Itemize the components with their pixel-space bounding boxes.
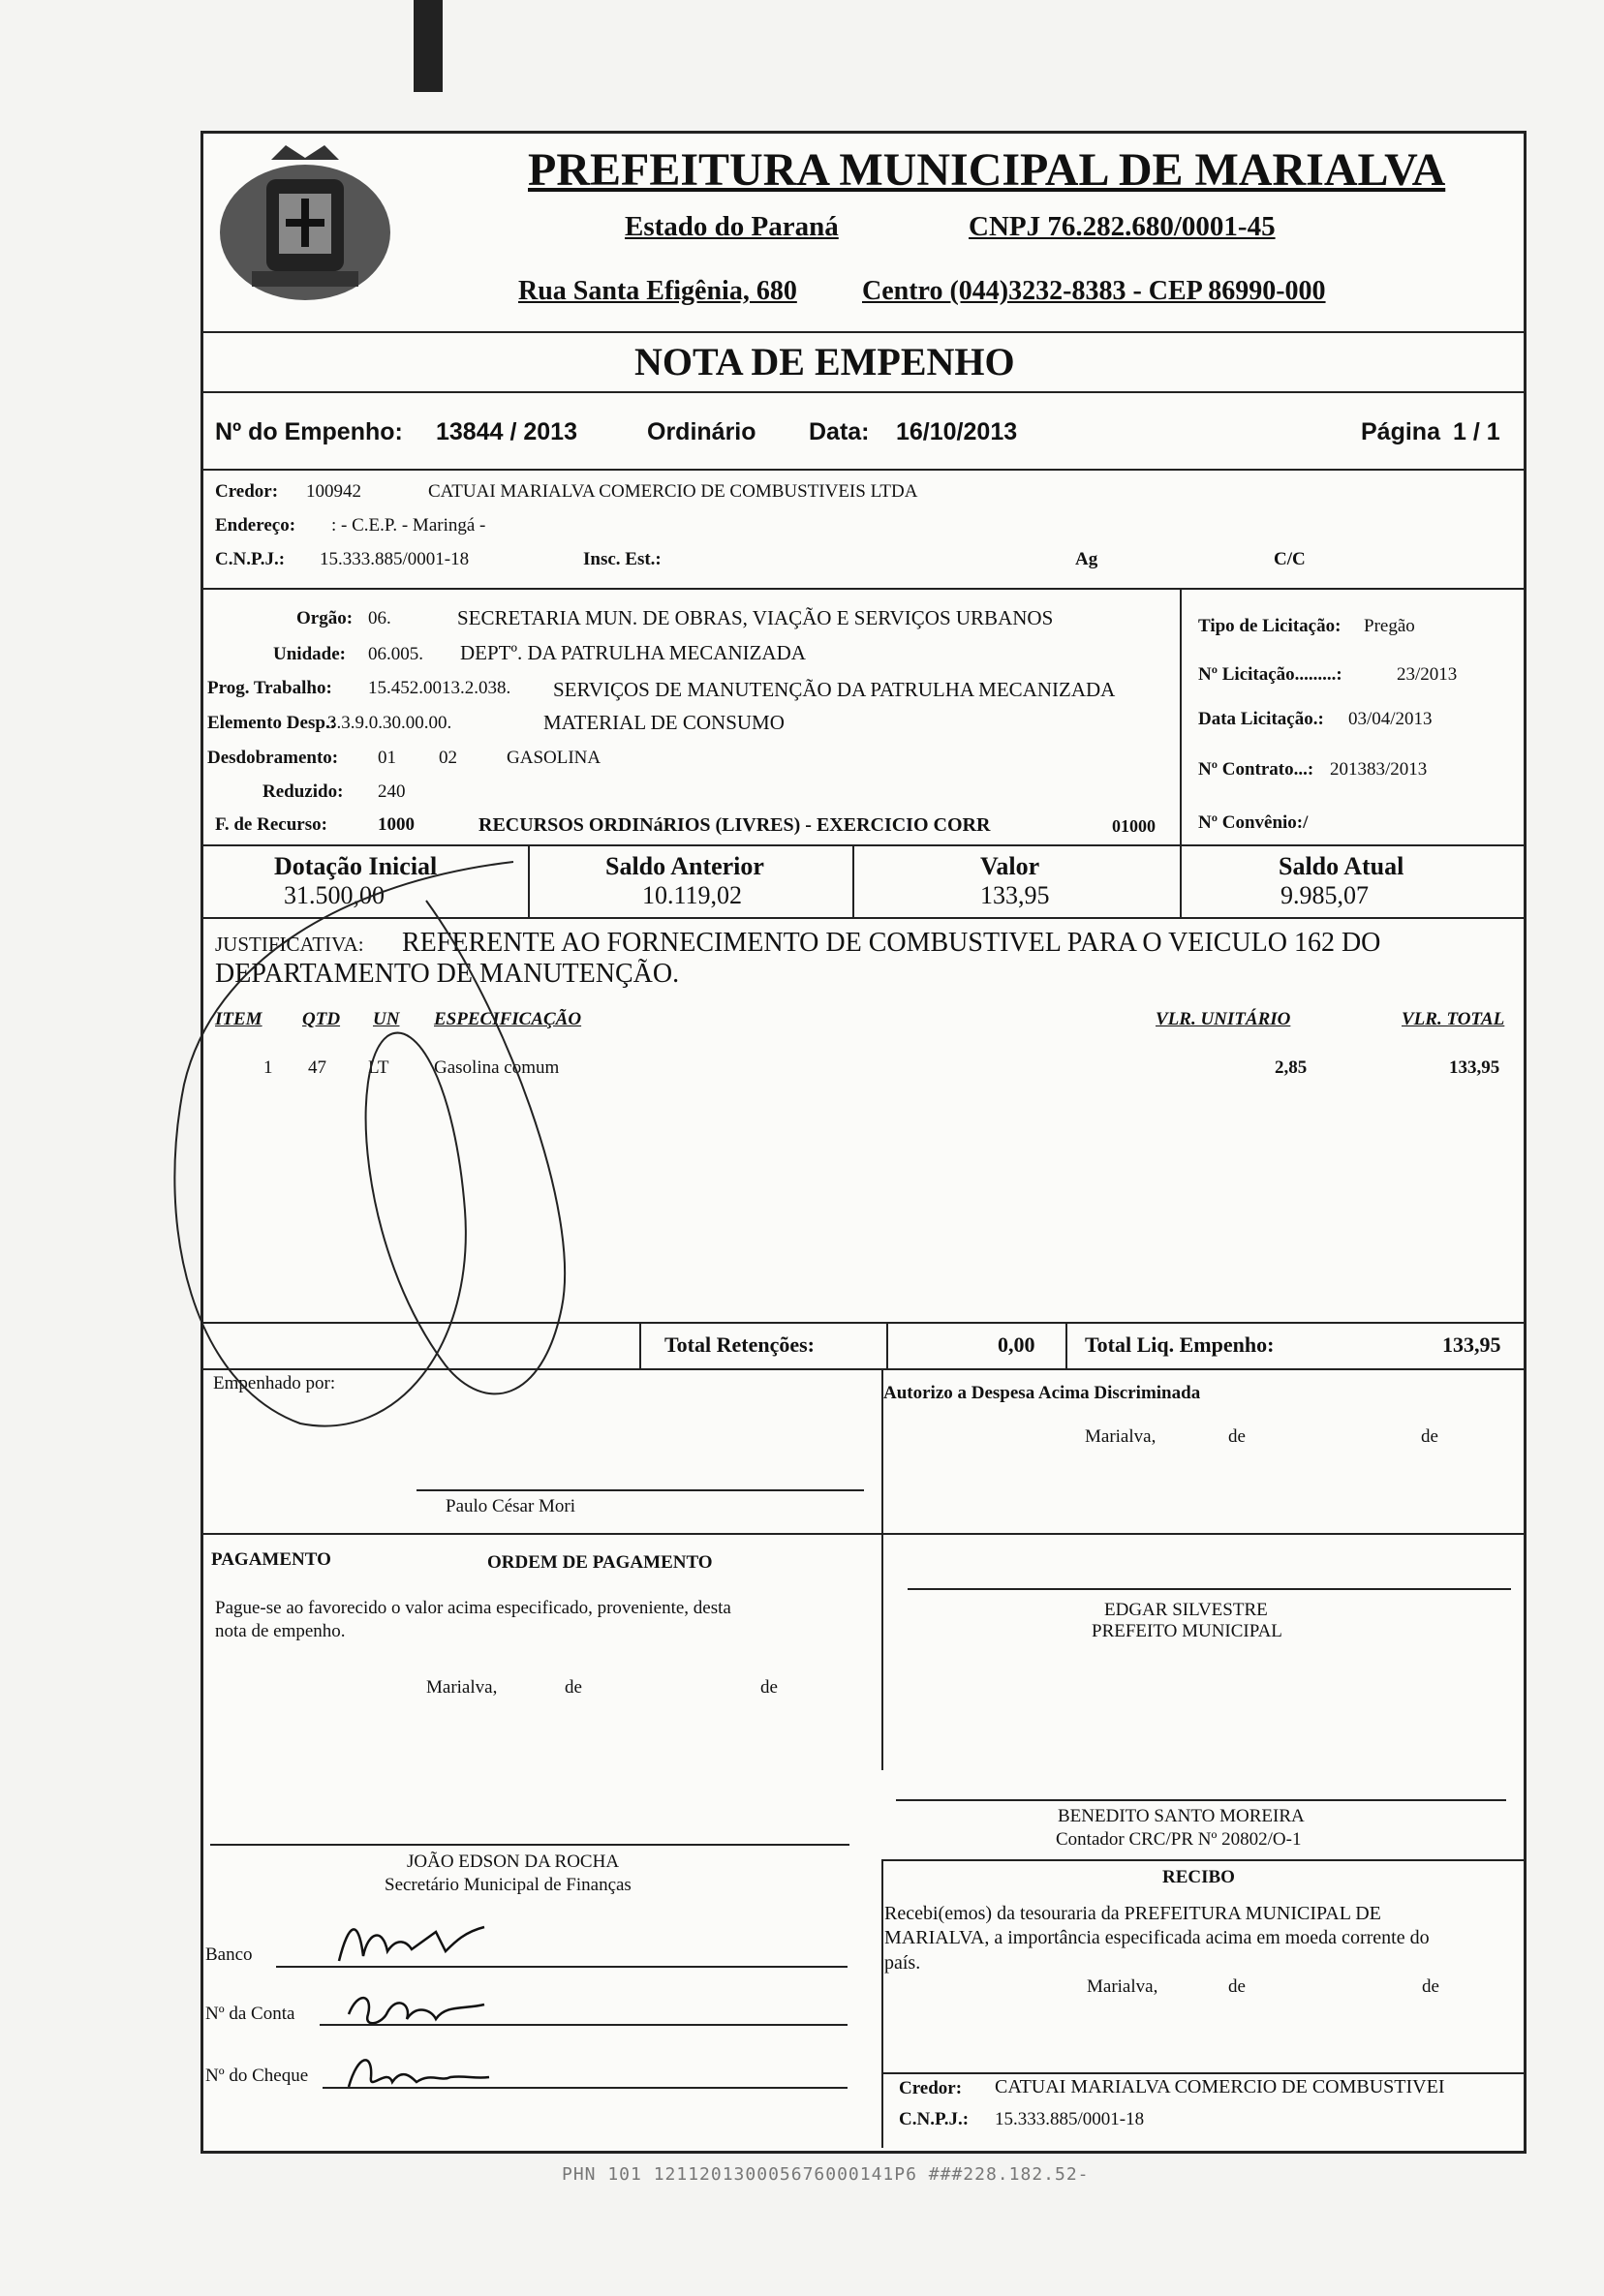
tipo-licitacao-value: Pregão <box>1364 616 1415 636</box>
col-vu: VLR. UNITÁRIO <box>1156 1009 1291 1029</box>
valor-value: 133,95 <box>980 881 1050 909</box>
col-un: UN <box>373 1009 400 1029</box>
recibo-title: RECIBO <box>1162 1867 1235 1887</box>
orgao-label: Orgão: <box>296 608 354 628</box>
contrato-value: 201383/2013 <box>1330 759 1428 780</box>
orgao-name: SECRETARIA MUN. DE OBRAS, VIAÇÃO E SERVIÇOS URBANOS <box>457 606 1054 629</box>
insc-label: Insc. Est.: <box>583 549 662 569</box>
recibo-city: Marialva, <box>1087 1976 1158 1997</box>
saldo-anterior-value: 10.119,02 <box>642 881 743 909</box>
pagamento-text1: Pague-se ao favorecido o valor acima especificado, proveniente, desta <box>215 1598 731 1618</box>
conta-label: Nº da Conta <box>205 2004 295 2024</box>
pagamento-text2: nota de empenho. <box>215 1621 346 1641</box>
footer-credor-label: Credor: <box>899 2078 963 2098</box>
orgao-code: 06. <box>368 608 391 628</box>
doc-title: NOTA DE EMPENHO <box>634 340 1015 383</box>
cnpj-label: C.N.P.J.: <box>215 549 286 569</box>
handwritten-signature <box>155 842 678 1520</box>
total-liq-label: Total Liq. Empenho: <box>1085 1332 1275 1357</box>
prog-code: 15.452.0013.2.038. <box>368 678 511 698</box>
col-item: ITEM <box>215 1009 262 1029</box>
recurso-name: RECURSOS ORDINáRIOS (LIVRES) - EXERCICIO CORR <box>478 814 991 836</box>
endereco-value: : - C.E.P. - Maringá - <box>331 515 486 536</box>
tipo-licitacao-label: Tipo de Licitação: <box>1198 616 1342 636</box>
secretario-name: JOÃO EDSON DA ROCHA <box>407 1852 620 1872</box>
header-title: PREFEITURA MUNICIPAL DE MARIALVA <box>528 144 1446 196</box>
contador-role: Contador CRC/PR Nº 20802/O-1 <box>1056 1829 1302 1850</box>
footer-cnpj-label: C.N.P.J.: <box>899 2109 970 2129</box>
desdob-name: GASOLINA <box>507 748 602 768</box>
col-qtd: QTD <box>302 1009 341 1029</box>
reduzido-label: Reduzido: <box>262 781 344 802</box>
handwritten-cheque <box>334 2048 499 2097</box>
page-label: Página <box>1361 418 1440 445</box>
saldo-atual-value: 9.985,07 <box>1280 881 1369 909</box>
total-retencoes-value: 0,00 <box>998 1332 1035 1357</box>
valor-label: Valor <box>980 852 1040 880</box>
credor-label: Credor: <box>215 481 279 502</box>
pagamento-label: PAGAMENTO <box>211 1549 331 1570</box>
handwritten-conta <box>339 1985 504 2038</box>
desdob-sub: 02 <box>439 748 457 768</box>
elemento-name: MATERIAL DE CONSUMO <box>543 711 785 734</box>
coat-of-arms-logo <box>213 140 397 315</box>
contador-name: BENEDITO SANTO MOREIRA <box>1058 1806 1305 1826</box>
prog-name: SERVIÇOS DE MANUTENÇÃO DA PATRULHA MECANIZADA <box>553 678 1116 701</box>
handwritten-banco <box>329 1913 504 1971</box>
autorizo-de2: de <box>1421 1426 1438 1447</box>
item-un: LT <box>368 1057 389 1078</box>
cheque-label: Nº do Cheque <box>205 2066 309 2086</box>
prefeito-name: EDGAR SILVESTRE <box>1104 1600 1268 1620</box>
pagamento-de1: de <box>565 1677 582 1698</box>
empenhado-name: Paulo César Mori <box>446 1496 576 1516</box>
unidade-label: Unidade: <box>273 644 346 664</box>
num-licitacao-value: 23/2013 <box>1397 664 1458 685</box>
item-esp: Gasolina comum <box>434 1057 560 1078</box>
ordem-pagamento-label: ORDEM DE PAGAMENTO <box>487 1552 713 1573</box>
page-number: 1 / 1 <box>1453 418 1500 445</box>
recibo-text2: MARIALVA, a importância especificada acima em moeda corrente do <box>884 1927 1430 1948</box>
elemento-code: 3.3.9.0.30.00.00. <box>327 713 452 733</box>
col-vt: VLR. TOTAL <box>1402 1009 1505 1029</box>
header-address: Rua Santa Efigênia, 680 <box>518 276 797 306</box>
endereco-label: Endereço: <box>215 515 296 536</box>
empenho-number: 13844 / 2013 <box>436 418 577 445</box>
header-district-phone: Centro (044)3232-8383 - CEP 86990-000 <box>862 276 1326 306</box>
total-retencoes-label: Total Retenções: <box>664 1332 815 1357</box>
justificativa-label: JUSTIFICATIVA: <box>215 933 364 956</box>
num-licitacao-label: Nº Licitação.........: <box>1198 664 1342 685</box>
footer-credor-name: CATUAI MARIALVA COMERCIO DE COMBUSTIVEI <box>995 2076 1445 2097</box>
col-esp: ESPECIFICAÇÃO <box>434 1009 582 1029</box>
item-vu: 2,85 <box>1275 1057 1308 1078</box>
justificativa-line1: REFERENTE AO FORNECIMENTO DE COMBUSTIVEL PARA O VEICULO 162 DO <box>402 928 1381 958</box>
header-state: Estado do Paraná <box>625 211 839 242</box>
pagamento-city: Marialva, <box>426 1677 498 1698</box>
saldo-anterior-label: Saldo Anterior <box>605 852 764 880</box>
cnpj-value: 15.333.885/0001-18 <box>320 549 470 569</box>
cc-label: C/C <box>1274 549 1306 569</box>
unidade-name: DEPTº. DA PATRULHA MECANIZADA <box>460 641 806 664</box>
empenho-date: 16/10/2013 <box>896 418 1018 445</box>
elemento-label: Elemento Desp.: <box>207 713 336 733</box>
item-vt: 133,95 <box>1449 1057 1500 1078</box>
recibo-de1: de <box>1228 1976 1246 1997</box>
empenho-label: Nº do Empenho: <box>215 418 403 445</box>
autorizo-label: Autorizo a Despesa Acima Discriminada <box>883 1383 1201 1403</box>
autorizo-de1: de <box>1228 1426 1246 1447</box>
reduzido-value: 240 <box>378 781 406 802</box>
recurso-label: F. de Recurso: <box>215 814 327 835</box>
desdob-code: 01 <box>378 748 396 768</box>
empenhado-label: Empenhado por: <box>213 1373 336 1393</box>
recurso-sub: 01000 <box>1112 816 1156 836</box>
convenio-label: Nº Convênio:/ <box>1198 812 1309 833</box>
banco-label: Banco <box>205 1944 253 1965</box>
justificativa-line2: DEPARTAMENTO DE MANUTENÇÃO. <box>215 959 680 989</box>
total-liq-value: 133,95 <box>1442 1332 1501 1357</box>
dotacao-value: 31.500,00 <box>284 881 385 909</box>
contrato-label: Nº Contrato...: <box>1198 759 1314 780</box>
recibo-text3: país. <box>884 1952 921 1974</box>
prog-label: Prog. Trabalho: <box>207 678 332 698</box>
credor-code: 100942 <box>306 481 361 502</box>
pagamento-de2: de <box>760 1677 778 1698</box>
dotacao-label: Dotação Inicial <box>274 852 438 880</box>
empenho-type: Ordinário <box>647 418 756 445</box>
empenho-date-label: Data: <box>809 418 870 445</box>
ag-label: Ag <box>1075 549 1098 569</box>
header-cnpj: CNPJ 76.282.680/0001-45 <box>969 211 1276 242</box>
autorizo-city: Marialva, <box>1085 1426 1157 1447</box>
saldo-atual-label: Saldo Atual <box>1279 852 1404 880</box>
data-licitacao-value: 03/04/2013 <box>1348 709 1433 729</box>
secretario-role: Secretário Municipal de Finanças <box>385 1875 632 1895</box>
item-qtd: 47 <box>308 1057 326 1078</box>
recibo-text1: Recebi(emos) da tesouraria da PREFEITURA MUNICIPAL DE <box>884 1903 1381 1924</box>
scan-mark <box>414 0 443 92</box>
recurso-code: 1000 <box>378 814 415 835</box>
footer-cnpj-value: 15.333.885/0001-18 <box>995 2109 1145 2129</box>
item-number: 1 <box>263 1057 273 1078</box>
stamp-line: PHN 101 121120130005676000141P6 ###228.182.52- <box>562 2164 1090 2185</box>
desdob-label: Desdobramento: <box>207 748 339 768</box>
data-licitacao-label: Data Licitação.: <box>1198 709 1324 729</box>
prefeito-role: PREFEITO MUNICIPAL <box>1092 1621 1282 1641</box>
unidade-code: 06.005. <box>368 644 423 664</box>
credor-name: CATUAI MARIALVA COMERCIO DE COMBUSTIVEIS LTDA <box>428 481 918 502</box>
recibo-de2: de <box>1422 1976 1439 1997</box>
